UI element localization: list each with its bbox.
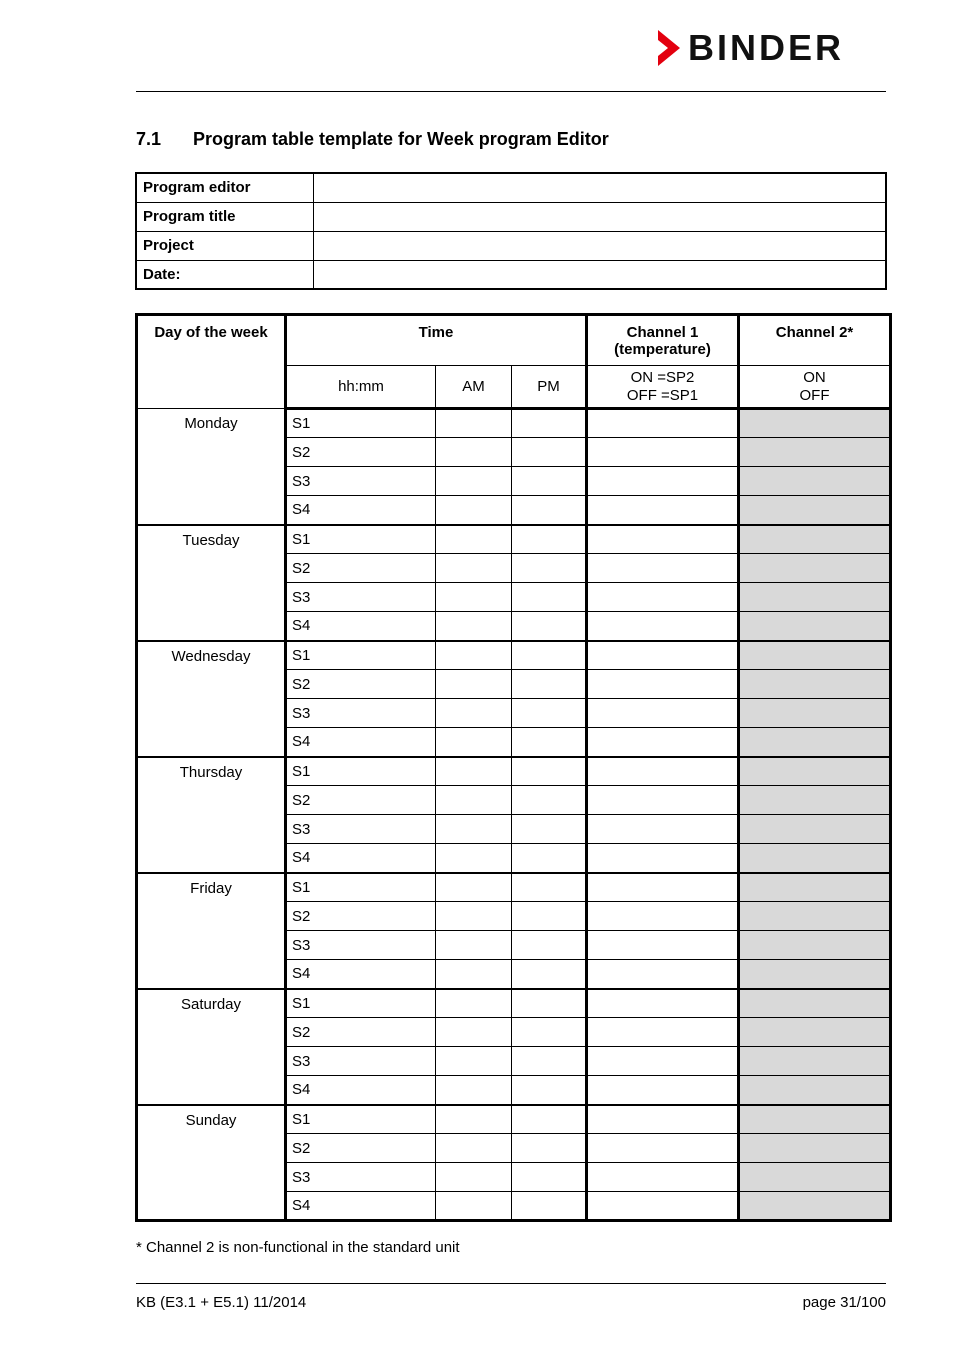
am-cell[interactable]: [436, 1047, 512, 1076]
am-cell[interactable]: [436, 902, 512, 931]
day-label: Friday: [137, 873, 286, 989]
slot-label: S2: [286, 1018, 436, 1047]
channel-2-cell: [739, 815, 891, 844]
day-label: Wednesday: [137, 641, 286, 757]
pm-cell[interactable]: [512, 902, 587, 931]
am-cell[interactable]: [436, 960, 512, 989]
am-cell[interactable]: [436, 815, 512, 844]
slot-label: S1: [286, 1105, 436, 1134]
channel-2-cell: [739, 728, 891, 757]
am-cell[interactable]: [436, 554, 512, 583]
pm-cell[interactable]: [512, 757, 587, 786]
channel-1-cell[interactable]: [587, 612, 739, 641]
channel-2-cell: [739, 554, 891, 583]
header-divider: [136, 91, 886, 92]
am-cell[interactable]: [436, 1076, 512, 1105]
am-cell[interactable]: [436, 699, 512, 728]
pm-cell[interactable]: [512, 844, 587, 873]
channel-1-cell[interactable]: [587, 989, 739, 1018]
channel-2-cell: [739, 989, 891, 1018]
slot-label: S3: [286, 583, 436, 612]
am-cell[interactable]: [436, 641, 512, 670]
info-value[interactable]: [313, 231, 886, 260]
slot-label: S3: [286, 699, 436, 728]
channel-1-cell[interactable]: [587, 873, 739, 902]
am-cell[interactable]: [436, 757, 512, 786]
am-cell[interactable]: [436, 844, 512, 873]
channel-1-cell[interactable]: [587, 699, 739, 728]
slot-label: S1: [286, 641, 436, 670]
channel-2-cell: [739, 873, 891, 902]
channel-2-cell: [739, 409, 891, 438]
slot-label: S3: [286, 931, 436, 960]
channel-2-cell: [739, 1192, 891, 1221]
info-label: Project: [136, 231, 313, 260]
pm-cell[interactable]: [512, 699, 587, 728]
schedule-row: [137, 409, 891, 438]
slot-label: S4: [286, 960, 436, 989]
am-cell[interactable]: [436, 496, 512, 525]
am-cell[interactable]: [436, 438, 512, 467]
channel-1-cell[interactable]: [587, 1134, 739, 1163]
subheader-am: AM: [436, 366, 512, 409]
info-row: [136, 173, 886, 202]
channel-1-cell[interactable]: [587, 786, 739, 815]
info-label: Program editor: [136, 173, 313, 202]
slot-label: S2: [286, 438, 436, 467]
channel-2-cell: [739, 1076, 891, 1105]
pm-cell[interactable]: [512, 525, 587, 554]
channel-1-cell[interactable]: [587, 728, 739, 757]
channel-2-cell: [739, 641, 891, 670]
channel-2-cell: [739, 844, 891, 873]
channel-1-cell[interactable]: [587, 409, 739, 438]
day-label: Saturday: [137, 989, 286, 1105]
slot-label: S1: [286, 873, 436, 902]
am-cell[interactable]: [436, 728, 512, 757]
subheader-hhmm: hh:mm: [286, 366, 436, 409]
channel-1-cell[interactable]: [587, 1076, 739, 1105]
channel-1-cell[interactable]: [587, 1192, 739, 1221]
week-program-table: [135, 313, 892, 1222]
channel-2-cell: [739, 612, 891, 641]
am-cell[interactable]: [436, 1134, 512, 1163]
slot-label: S1: [286, 409, 436, 438]
am-cell[interactable]: [436, 670, 512, 699]
pm-cell[interactable]: [512, 1047, 587, 1076]
channel-2-cell: [739, 583, 891, 612]
subheader-channel-1: ON =SP2 OFF =SP1: [587, 366, 739, 409]
pm-cell[interactable]: [512, 931, 587, 960]
footer-divider: [136, 1283, 886, 1284]
subheader-pm: PM: [512, 366, 587, 409]
header-time: Time: [286, 315, 587, 366]
info-value[interactable]: [313, 173, 886, 202]
slot-label: S3: [286, 1163, 436, 1192]
schedule-row: [137, 989, 891, 1018]
channel-1-cell[interactable]: [587, 1163, 739, 1192]
pm-cell[interactable]: [512, 496, 587, 525]
channel-2-cell: [739, 786, 891, 815]
slot-label: S1: [286, 757, 436, 786]
am-cell[interactable]: [436, 1105, 512, 1134]
slot-label: S2: [286, 786, 436, 815]
pm-cell[interactable]: [512, 786, 587, 815]
day-label: Thursday: [137, 757, 286, 873]
channel-1-cell[interactable]: [587, 554, 739, 583]
slot-label: S3: [286, 815, 436, 844]
info-label: Program title: [136, 202, 313, 231]
pm-cell[interactable]: [512, 438, 587, 467]
slot-label: S3: [286, 467, 436, 496]
channel-1-cell[interactable]: [587, 670, 739, 699]
day-label: Sunday: [137, 1105, 286, 1221]
pm-cell[interactable]: [512, 1105, 587, 1134]
pm-cell[interactable]: [512, 1018, 587, 1047]
channel-2-cell: [739, 757, 891, 786]
channel-2-cell: [739, 670, 891, 699]
header-channel-2: Channel 2*: [739, 315, 891, 366]
section-title: Program table template for Week program Editor: [193, 129, 609, 149]
program-info-table: [135, 172, 887, 290]
pm-cell[interactable]: [512, 873, 587, 902]
slot-label: S2: [286, 670, 436, 699]
binder-arrow-icon: [656, 30, 682, 66]
channel-1-cell[interactable]: [587, 467, 739, 496]
schedule-row: [137, 873, 891, 902]
pm-cell[interactable]: [512, 467, 587, 496]
am-cell[interactable]: [436, 612, 512, 641]
am-cell[interactable]: [436, 1018, 512, 1047]
slot-label: S1: [286, 525, 436, 554]
channel-1-cell[interactable]: [587, 960, 739, 989]
slot-label: S1: [286, 989, 436, 1018]
channel-1-cell[interactable]: [587, 438, 739, 467]
info-value[interactable]: [313, 202, 886, 231]
am-cell[interactable]: [436, 1163, 512, 1192]
slot-label: S4: [286, 844, 436, 873]
channel-2-cell: [739, 467, 891, 496]
footer-page-number: page 31/100: [802, 1294, 886, 1311]
channel-1-cell[interactable]: [587, 1018, 739, 1047]
pm-cell[interactable]: [512, 815, 587, 844]
channel-1-cell[interactable]: [587, 1047, 739, 1076]
slot-label: S4: [286, 1076, 436, 1105]
channel-2-cell: [739, 1163, 891, 1192]
section-heading: [136, 129, 609, 150]
channel-1-cell[interactable]: [587, 902, 739, 931]
channel-2-cell: [739, 960, 891, 989]
day-label: Monday: [137, 409, 286, 525]
channel-1-cell[interactable]: [587, 844, 739, 873]
header-channel-1: Channel 1 (temperature): [587, 315, 739, 366]
info-row: [136, 231, 886, 260]
channel-2-cell: [739, 931, 891, 960]
pm-cell[interactable]: [512, 612, 587, 641]
binder-logo: [656, 27, 845, 68]
footer-document-id: KB (E3.1 + E5.1) 11/2014: [136, 1294, 307, 1311]
am-cell[interactable]: [436, 989, 512, 1018]
am-cell[interactable]: [436, 786, 512, 815]
schedule-row: [137, 525, 891, 554]
am-cell[interactable]: [436, 873, 512, 902]
pm-cell[interactable]: [512, 409, 587, 438]
channel-2-cell: [739, 1134, 891, 1163]
pm-cell[interactable]: [512, 583, 587, 612]
info-row: [136, 260, 886, 289]
schedule-row: [137, 757, 891, 786]
slot-label: S3: [286, 1047, 436, 1076]
pm-cell[interactable]: [512, 554, 587, 583]
channel-1-cell[interactable]: [587, 1105, 739, 1134]
slot-label: S2: [286, 554, 436, 583]
channel-1-cell[interactable]: [587, 496, 739, 525]
pm-cell[interactable]: [512, 989, 587, 1018]
channel-2-cell: [739, 902, 891, 931]
slot-label: S2: [286, 902, 436, 931]
pm-cell[interactable]: [512, 1192, 587, 1221]
slot-label: S4: [286, 612, 436, 641]
channel-1-cell[interactable]: [587, 815, 739, 844]
am-cell[interactable]: [436, 931, 512, 960]
slot-label: S4: [286, 1192, 436, 1221]
footnote: * Channel 2 is non-functional in the standard unit: [136, 1239, 460, 1256]
header-day: Day of the week: [137, 315, 286, 409]
channel-1-cell[interactable]: [587, 525, 739, 554]
channel-2-cell: [739, 496, 891, 525]
subheader-channel-2: ON OFF: [739, 366, 891, 409]
info-row: [136, 202, 886, 231]
channel-2-cell: [739, 1047, 891, 1076]
logo-text: BINDER: [688, 27, 845, 68]
schedule-row: [137, 1105, 891, 1134]
pm-cell[interactable]: [512, 728, 587, 757]
am-cell[interactable]: [436, 525, 512, 554]
channel-1-cell[interactable]: [587, 757, 739, 786]
channel-2-cell: [739, 1018, 891, 1047]
section-number: 7.1: [136, 129, 162, 149]
pm-cell[interactable]: [512, 960, 587, 989]
schedule-row: [137, 641, 891, 670]
channel-2-cell: [739, 438, 891, 467]
channel-2-cell: [739, 699, 891, 728]
pm-cell[interactable]: [512, 1076, 587, 1105]
slot-label: S2: [286, 1134, 436, 1163]
pm-cell[interactable]: [512, 1163, 587, 1192]
day-label: Tuesday: [137, 525, 286, 641]
am-cell[interactable]: [436, 409, 512, 438]
am-cell[interactable]: [436, 1192, 512, 1221]
channel-2-cell: [739, 525, 891, 554]
pm-cell[interactable]: [512, 1134, 587, 1163]
info-value[interactable]: [313, 260, 886, 289]
info-label: Date:: [136, 260, 313, 289]
am-cell[interactable]: [436, 467, 512, 496]
channel-1-cell[interactable]: [587, 641, 739, 670]
channel-1-cell[interactable]: [587, 931, 739, 960]
pm-cell[interactable]: [512, 641, 587, 670]
channel-2-cell: [739, 1105, 891, 1134]
slot-label: S4: [286, 496, 436, 525]
am-cell[interactable]: [436, 583, 512, 612]
slot-label: S4: [286, 728, 436, 757]
channel-1-cell[interactable]: [587, 583, 739, 612]
pm-cell[interactable]: [512, 670, 587, 699]
